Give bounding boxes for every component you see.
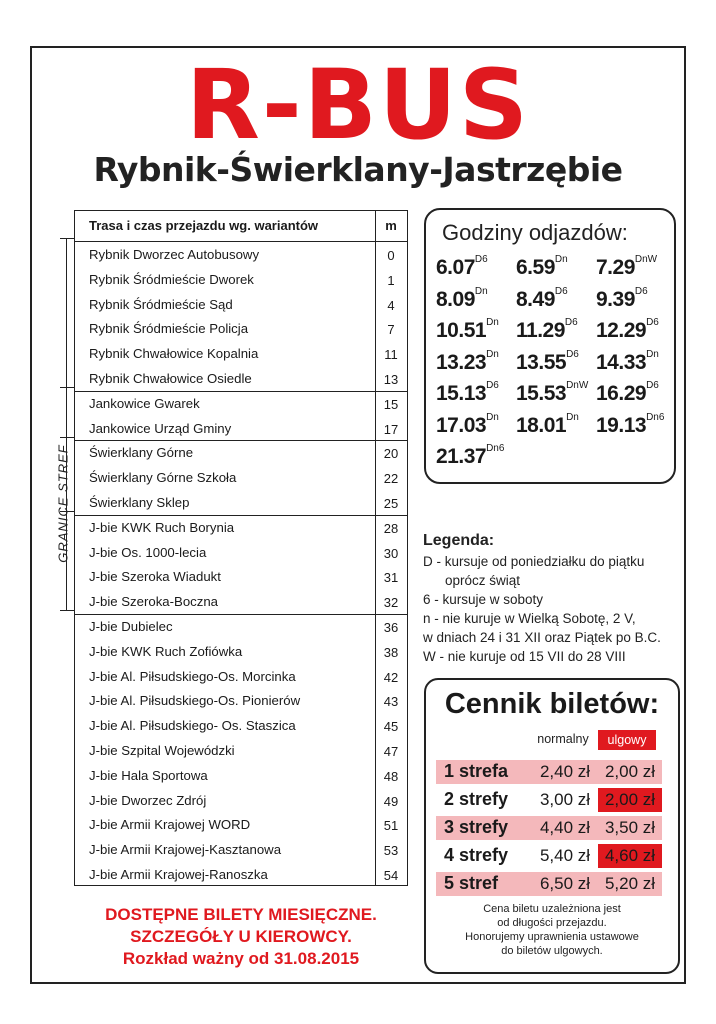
stop-minutes: 31	[383, 570, 399, 586]
legend-line: oprócz świąt	[445, 573, 521, 588]
stop-row	[75, 465, 407, 490]
stop-minutes: 30	[383, 545, 399, 561]
stop-row	[75, 242, 407, 267]
departure-symbol: D6	[554, 285, 568, 297]
price-row	[436, 760, 662, 784]
stop-minutes: 4	[387, 297, 395, 313]
departure-entry	[516, 285, 568, 312]
departure-row	[436, 382, 676, 414]
stop-minutes: 11	[384, 347, 398, 363]
price-row	[436, 788, 662, 812]
departure-row	[436, 285, 676, 320]
departure-time: 15.13	[436, 382, 487, 405]
departure-row	[436, 411, 676, 446]
departure-time: 6.07	[436, 256, 475, 279]
departure-row	[436, 256, 676, 288]
stop-name: Jankowice Urząd Gminy	[89, 420, 232, 436]
price-row	[436, 872, 662, 896]
stop-row	[75, 837, 407, 862]
stop-minutes: 1	[387, 272, 395, 288]
monthly-tickets-notice: DOSTĘPNE BILETY MIESIĘCZNE.	[105, 905, 377, 924]
price-zone: 3 strefy	[444, 817, 509, 837]
stop-name: J-bie KWK Ruch Zofiówka	[89, 643, 243, 659]
departure-entry	[436, 411, 499, 438]
price-row	[436, 844, 662, 868]
stop-row	[75, 564, 407, 589]
departure-time: 15.53	[516, 382, 567, 405]
stop-minutes: 28	[383, 520, 399, 536]
departures-box	[424, 208, 676, 484]
departure-row	[436, 348, 676, 383]
departure-time: 11.29	[516, 319, 565, 342]
departure-entry	[436, 445, 504, 469]
stop-row	[75, 664, 407, 689]
stop-minutes: 51	[383, 818, 399, 834]
zones-label: GRANICE STREF	[55, 444, 71, 563]
price-note-line: od długości przejazdu.	[497, 917, 607, 929]
legend-line: W - nie kuruje od 15 VII do 28 VIII	[423, 649, 626, 664]
zone-separator	[75, 391, 407, 392]
stop-name: Rybnik Śródmieście Dworek	[89, 271, 254, 287]
stop-row	[75, 341, 407, 366]
stop-name: Świerklany Sklep	[89, 495, 190, 510]
departure-entry	[436, 256, 488, 280]
price-box	[424, 678, 680, 974]
departure-time: 8.09	[436, 287, 475, 311]
departure-entry	[516, 319, 578, 343]
stop-minutes: 48	[383, 768, 399, 784]
price-zone: 4 strefy	[444, 845, 509, 865]
stop-row	[75, 292, 407, 317]
departure-time: 12.29	[596, 319, 647, 342]
stop-minutes: 54	[383, 868, 399, 883]
stop-name: J-bie Dworzec Zdrój	[89, 792, 207, 808]
legend-line: D - kursuje od poniedziałku do piątku	[423, 554, 645, 569]
zone-separator	[75, 614, 407, 615]
stop-row	[75, 788, 407, 813]
legend-line: 6 - kursuje w soboty	[423, 592, 544, 607]
stop-minutes: 47	[383, 744, 399, 759]
route-table	[74, 210, 408, 886]
stop-minutes: 42	[383, 669, 399, 685]
stop-row	[75, 366, 407, 391]
stop-name: J-bie Szeroka-Boczna	[89, 594, 219, 610]
departure-time: 19.13	[596, 413, 647, 437]
departure-symbol: Dn	[486, 411, 499, 423]
stop-row	[75, 515, 407, 540]
zone-tick	[60, 387, 74, 388]
departure-symbol: Dn	[646, 348, 659, 360]
departure-entry	[596, 348, 659, 375]
departure-symbol: Dn6	[646, 411, 665, 423]
stop-row	[75, 416, 407, 441]
departure-entry	[516, 256, 568, 280]
stop-row	[75, 688, 407, 713]
stop-minutes: 43	[383, 694, 399, 710]
legend-line: n - nie kuruje w Wielką Sobotę, 2 V,	[423, 611, 636, 626]
price-reduced: 3,50 zł	[604, 818, 656, 837]
departure-symbol: Dn6	[486, 443, 505, 454]
departure-time: 18.01	[516, 413, 567, 437]
stop-minutes: 49	[383, 793, 399, 809]
stop-name: J-bie Szpital Wojewódzki	[89, 743, 235, 758]
stop-name: J-bie Armii Krajowej WORD	[89, 817, 251, 833]
departure-time: 7.29	[596, 256, 635, 279]
departure-entry	[516, 411, 579, 438]
price-title: Cennik biletów:	[444, 688, 660, 720]
stop-minutes: 17	[383, 421, 399, 437]
reduced-column-header: ulgowy	[598, 730, 656, 750]
price-normal: 6,50 zł	[539, 874, 591, 893]
poster-title: R-BUS	[185, 49, 531, 161]
price-normal: 2,40 zł	[539, 762, 591, 781]
zone-tick	[60, 238, 74, 239]
departure-symbol: D6	[634, 285, 648, 297]
stop-minutes: 25	[383, 496, 399, 511]
departure-symbol: Dn	[486, 317, 499, 328]
departure-symbol: D6	[566, 348, 579, 360]
departure-time: 13.23	[436, 350, 487, 374]
stop-name: J-bie Al. Piłsudskiego-Os. Morcinka	[89, 668, 296, 684]
route-header-label: Trasa i czas przejazdu wg. wariantów	[89, 218, 319, 233]
details-notice: SZCZEGÓŁY U KIEROWCY.	[130, 927, 352, 946]
stop-minutes: 13	[383, 372, 399, 387]
stop-minutes: 36	[383, 620, 399, 635]
departure-row	[436, 445, 676, 477]
departure-entry	[436, 319, 499, 343]
price-reduced: 4,60 zł	[598, 844, 662, 868]
departure-symbol: D6	[564, 317, 578, 328]
departure-time: 9.39	[596, 287, 635, 311]
price-normal: 4,40 zł	[539, 818, 591, 837]
price-zone: 5 stref	[444, 873, 499, 893]
price-zone: 2 strefy	[444, 789, 509, 809]
departure-entry	[516, 382, 588, 406]
stop-name: J-bie Al. Piłsudskiego-Os. Pionierów	[89, 693, 301, 709]
price-reduced: 5,20 zł	[604, 874, 656, 893]
price-normal: 3,00 zł	[539, 790, 591, 809]
legend	[423, 530, 683, 666]
stop-row	[75, 763, 407, 788]
stop-name: J-bie Os. 1000-lecia	[89, 544, 207, 560]
price-note-line: Cena biletu uzależniona jest	[483, 903, 621, 915]
price-reduced: 2,00 zł	[604, 762, 656, 781]
validity-notice: Rozkład ważny od 31.08.2015	[122, 949, 360, 968]
departure-symbol: D6	[474, 254, 488, 265]
stop-row	[75, 391, 407, 416]
price-note-line: do biletów ulgowych.	[501, 945, 603, 957]
stop-name: J-bie Al. Piłsudskiego- Os. Staszica	[89, 718, 296, 734]
stop-row	[75, 614, 407, 639]
departure-symbol: D6	[646, 380, 659, 391]
departure-symbol: DnW	[566, 380, 589, 391]
departure-time: 14.33	[596, 350, 647, 374]
stop-name: Rybnik Chwałowice Osiedle	[89, 371, 252, 386]
stop-row	[75, 639, 407, 664]
departure-time: 21.37	[436, 445, 487, 468]
departure-entry	[516, 348, 579, 375]
stop-row	[75, 862, 407, 887]
stop-row	[75, 440, 407, 465]
stop-row	[75, 589, 407, 614]
stop-minutes: 45	[383, 719, 399, 735]
departure-symbol: DnW	[634, 254, 658, 265]
departure-time: 16.29	[596, 382, 647, 405]
departure-entry	[596, 319, 659, 343]
stop-row	[75, 267, 407, 292]
stop-name: J-bie Szeroka Wiadukt	[89, 569, 221, 585]
price-note-line: Honorujemy uprawnienia ustawowe	[465, 931, 639, 943]
stop-minutes: 22	[383, 471, 399, 487]
bottom-notice	[74, 904, 408, 970]
zone-separator	[75, 515, 407, 516]
poster-subtitle: Rybnik-Świerklany-Jastrzębie	[93, 150, 623, 189]
departure-entry	[436, 382, 499, 406]
stop-name: Rybnik Dworzec Autobusowy	[89, 247, 260, 262]
route-table-header	[75, 211, 407, 242]
stop-minutes: 0	[387, 248, 395, 263]
departure-time: 13.55	[516, 350, 567, 374]
stop-row	[75, 490, 407, 515]
price-reduced: 2,00 zł	[598, 788, 662, 812]
stop-name: J-bie KWK Ruch Borynia	[89, 519, 235, 535]
departure-entry	[596, 256, 657, 280]
stop-minutes: 38	[383, 644, 399, 660]
stop-row	[75, 316, 407, 341]
departure-entry	[436, 285, 488, 312]
legend-title: Legenda:	[423, 532, 495, 549]
stop-minutes: 20	[383, 446, 399, 462]
stop-name: J-bie Dubielec	[89, 619, 173, 634]
stop-minutes: 15	[383, 396, 399, 412]
departure-symbol: Dn	[474, 285, 488, 297]
stop-row	[75, 713, 407, 738]
stop-minutes: 7	[387, 322, 395, 338]
zone-separator	[75, 440, 407, 441]
stop-minutes: 53	[383, 843, 399, 859]
stop-name: Świerklany Górne	[89, 445, 194, 461]
stop-name: Świerklany Górne Szkoła	[89, 470, 237, 486]
departure-symbol: Dn	[554, 254, 568, 265]
stop-minutes: 32	[383, 595, 399, 611]
departure-times-grid	[436, 256, 676, 477]
stop-name: Rybnik Śródmieście Sąd	[89, 296, 233, 312]
zone-tick	[60, 610, 74, 611]
departures-title: Godziny odjazdów:	[442, 220, 628, 245]
departure-row	[436, 319, 676, 351]
departure-entry	[596, 285, 648, 312]
departure-symbol: D6	[646, 317, 659, 328]
normal-column-header: normalny	[537, 732, 589, 746]
departure-entry	[596, 382, 659, 406]
minutes-header-label: m	[385, 218, 397, 233]
stop-name: J-bie Hala Sportowa	[89, 767, 208, 783]
stop-name: Rybnik Śródmieście Policja	[89, 321, 249, 337]
departure-entry	[436, 348, 499, 375]
price-row	[436, 816, 662, 840]
legend-line: w dniach 24 i 31 XII oraz Piątek po B.C.	[423, 630, 661, 645]
stop-name: Jankowice Gwarek	[89, 395, 200, 411]
departure-time: 8.49	[516, 287, 555, 311]
stop-row	[75, 540, 407, 565]
departure-time: 6.59	[516, 256, 555, 279]
stop-row	[75, 738, 407, 763]
departure-symbol: D6	[486, 380, 499, 391]
price-zone: 1 strefa	[444, 761, 509, 781]
stop-name: J-bie Armii Krajowej-Kasztanowa	[89, 842, 282, 858]
stop-row	[75, 812, 407, 837]
departure-time: 17.03	[436, 413, 487, 437]
departure-symbol: Dn	[566, 411, 579, 423]
departure-time: 10.51	[436, 319, 487, 342]
stop-name: Rybnik Chwałowice Kopalnia	[89, 346, 259, 362]
departure-symbol: Dn	[486, 348, 499, 360]
price-normal: 5,40 zł	[539, 846, 591, 865]
stop-name: J-bie Armii Krajowej-Ranoszka	[89, 867, 268, 882]
price-note	[426, 902, 678, 958]
departure-entry	[596, 411, 665, 438]
